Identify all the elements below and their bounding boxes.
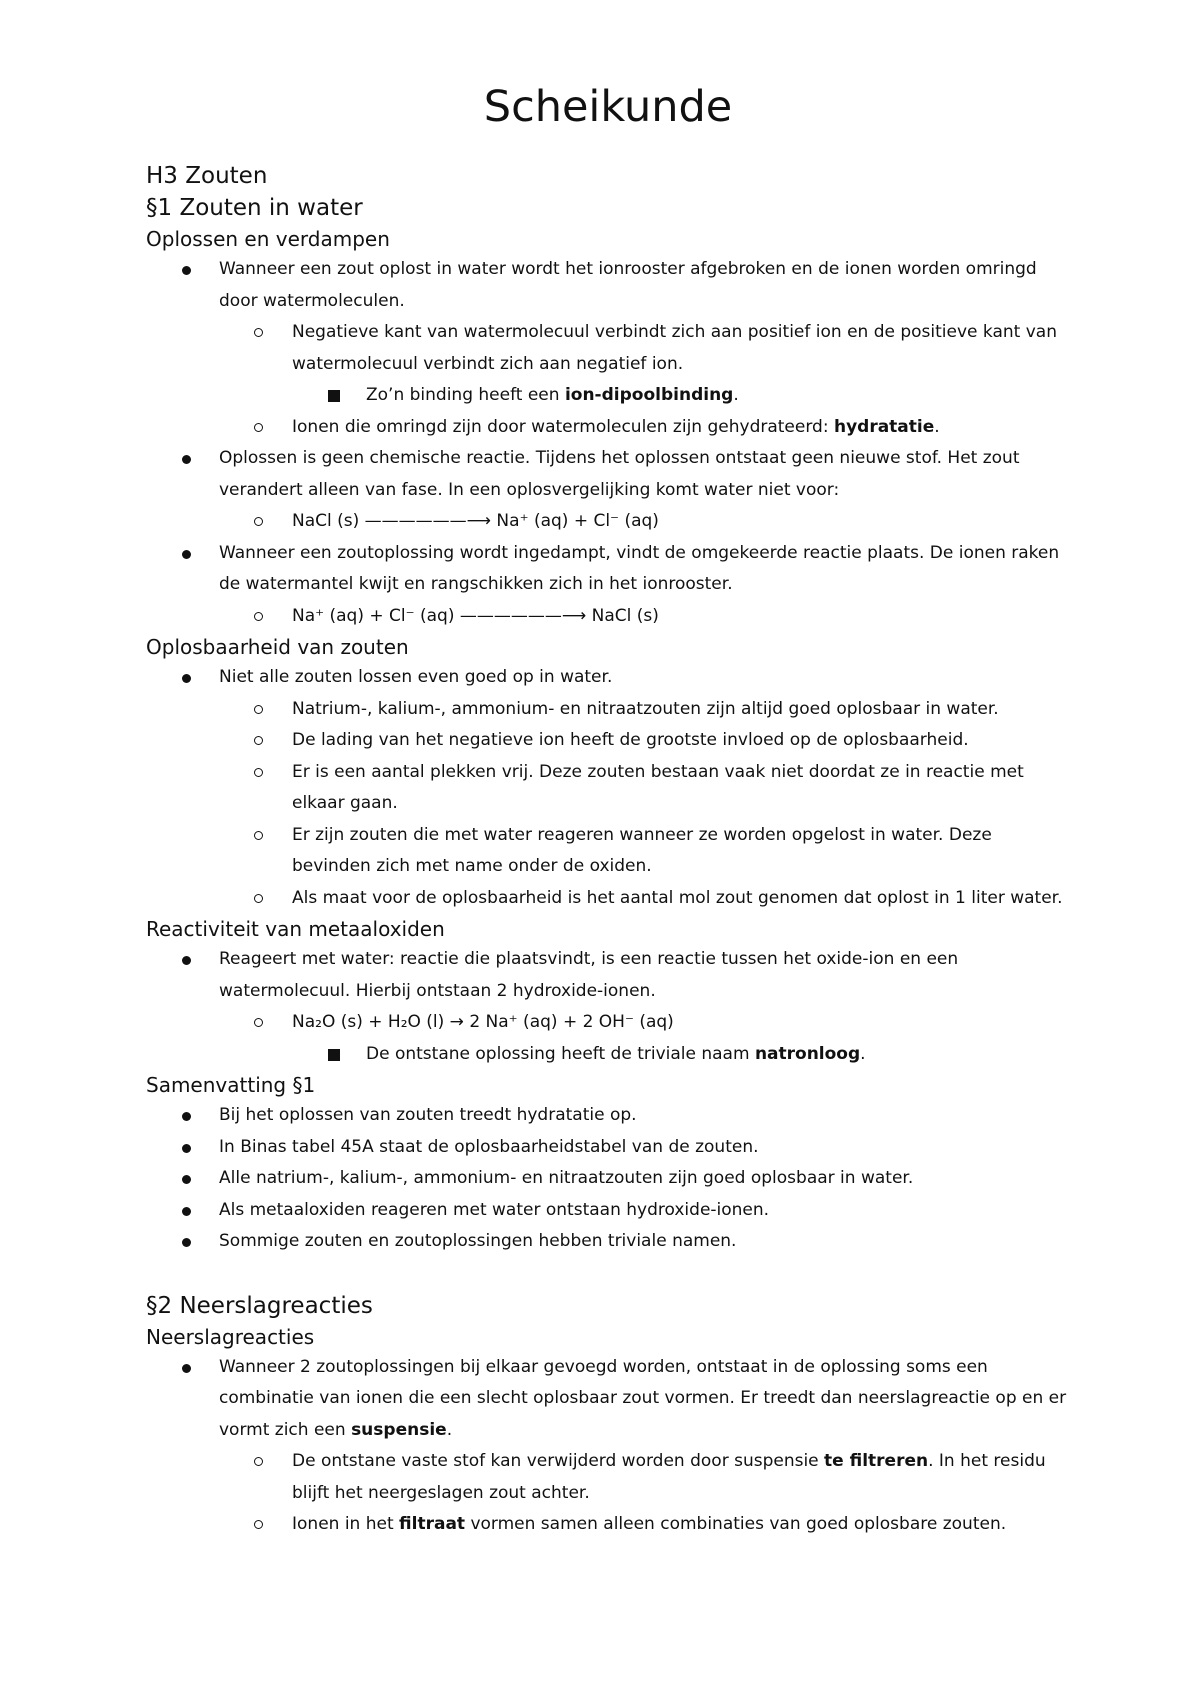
list-item: Wanneer 2 zoutoplossingen bij elkaar gevoegd worden, ontstaat in de oplossing soms een combinatie van ionen die een slecht oplosbaar zout vormen. Er treedt dan neerslagreactie op en er vormt zich een suspensie. [219,1356,1067,1440]
subheading-samenvatting: Samenvatting §1 [146,1073,316,1097]
list-item: In Binas tabel 45A staat de oplosbaarheidstabel van de zouten. [219,1136,759,1157]
list-item: Reageert met water: reactie die plaatsvindt, is een reactie tussen het oxide-ion en een watermolecuul. Hierbij ontstaan 2 hydroxide-ionen. [219,949,959,1001]
subheading-reactiviteit: Reactiviteit van metaaloxiden [146,917,445,941]
list-item: Als metaaloxiden reageren met water ontstaan hydroxide-ionen. [219,1199,770,1220]
equation: Na₂O (s) + H₂O (l) → 2 Na⁺ (aq) + 2 OH⁻ (aq) [292,1012,674,1032]
spacer [146,1258,1070,1290]
chapter-heading: H3 Zouten [146,163,268,189]
term-suspensie: suspensie [351,1419,447,1440]
list-item: Ionen in het filtraat vormen samen alleen combinaties van goed oplosbare zouten. [292,1514,1007,1534]
equation: NaCl (s) ——————⟶ Na⁺ (aq) + Cl⁻ (aq) [292,511,659,531]
list-reactiviteit [146,944,1070,1070]
term-hydratatie: hydratatie [833,416,935,437]
list-item [146,601,1070,633]
list-item: Wanneer een zoutoplossing wordt ingedampt, vindt de omgekeerde reactie plaats. De ionen raken de watermantel kwijt en rangschikken zich in het ionrooster. [219,542,1060,594]
list-neerslagreacties [146,1352,1070,1541]
list-item: Er zijn zouten die met water reageren wanneer ze worden opgelost in water. Deze bevinden zich met name onder de oxiden. [292,824,992,876]
equation: Na⁺ (aq) + Cl⁻ (aq) ——————⟶ NaCl (s) [292,605,659,626]
list-item: De ontstane vaste stof kan verwijderd worden door suspensie te filtreren. In het residu blijft het neergeslagen zout achter. [292,1451,1046,1503]
term-ion-dipoolbinding: ion-dipoolbinding [564,385,734,405]
page-title: Scheikunde [483,82,733,132]
list-item: Er is een aantal plekken vrij. Deze zouten bestaan vaak niet doordat ze in reactie met elkaar gaan. [292,761,1024,813]
list-item: Bij het oplossen van zouten treedt hydratatie op. [219,1105,637,1125]
list-item: De lading van het negatieve ion heeft de grootste invloed op de oplosbaarheid. [292,730,969,750]
subheading-oplosbaarheid: Oplosbaarheid van zouten [146,635,409,659]
list-oplossen [146,254,1070,632]
list-samenvatting [146,1100,1070,1258]
list-item: Wanneer een zout oplost in water wordt het ionrooster afgebroken en de ionen worden omringd door watermoleculen. [219,259,1037,311]
section-heading-2: §2 Neerslagreacties [146,1292,373,1319]
term-filtreren: te filtreren [824,1451,929,1471]
list-item: Ionen die omringd zijn door watermoleculen zijn gehydrateerd: hydratatie. [292,416,940,437]
list-item [146,1007,1070,1039]
list-oplosbaarheid [146,662,1070,914]
list-item: Negatieve kant van watermolecuul verbindt zich aan positief ion en de positieve kant van watermolecuul verbindt zich aan negatief ion. [292,322,1057,374]
section-heading-1: §1 Zouten in water [146,195,363,221]
subheading-oplossen: Oplossen en verdampen [146,227,390,251]
list-item: Oplossen is geen chemische reactie. Tijdens het oplossen ontstaat geen nieuwe stof. Het zout verandert alleen van fase. In een oplosvergelijking komt water niet voor: [219,448,1020,500]
list-item [146,506,1070,538]
term-natronloog: natronloog [754,1043,861,1064]
list-item: Als maat voor de oplosbaarheid is het aantal mol zout genomen dat oplost in 1 liter water. [292,887,1063,908]
list-item: De ontstane oplossing heeft de triviale naam natronloog. [366,1043,866,1064]
list-item: Niet alle zouten lossen even goed op in water. [219,667,613,687]
list-item: Alle natrium-, kalium-, ammonium- en nitraatzouten zijn goed oplosbaar in water. [219,1168,914,1188]
list-item: Zo’n binding heeft een ion-dipoolbinding. [366,385,739,405]
term-filtraat: filtraat [399,1514,466,1534]
list-item: Natrium-, kalium-, ammonium- en nitraatzouten zijn altijd goed oplosbaar in water. [292,698,999,719]
subheading-neerslagreacties: Neerslagreacties [146,1324,315,1349]
list-item: Sommige zouten en zoutoplossingen hebben triviale namen. [219,1231,737,1251]
